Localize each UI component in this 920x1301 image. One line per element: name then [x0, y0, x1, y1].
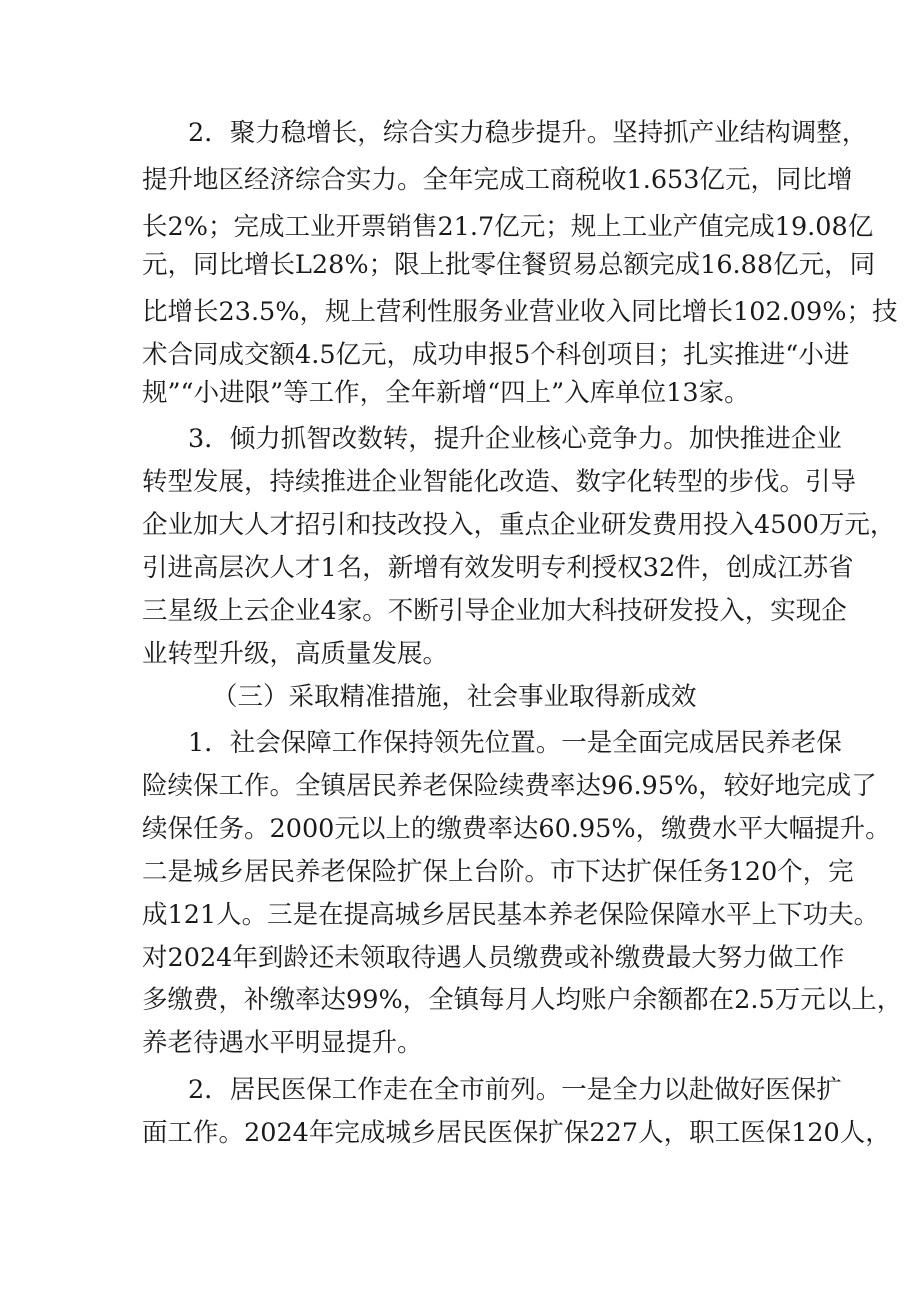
paragraph-line: 规”“小进限”等工作，全年新增“四上”入库单位13家。 — [142, 378, 750, 408]
paragraph-line: 比增长23.5%，规上营利性服务业营业收入同比增长102.09%；技 — [142, 297, 898, 327]
paragraph-line: 三星级上云企业4家。不断引导企业加大科技研发投入，实现企 — [142, 596, 847, 626]
paragraph-line: 转型发展，持续推进企业智能化改造、数字化转型的步伐。引导 — [142, 467, 857, 497]
paragraph-line: 业转型升级，高质量发展。 — [142, 639, 449, 669]
paragraph-line: 术合同成交额4.5亿元，成功申报5个科创项目；扎实推进“小进 — [142, 340, 850, 370]
paragraph-line: 多缴费，补缴率达99%，全镇每月人均账户余额都在2.5万元以上， — [142, 985, 903, 1015]
paragraph-line: 1．社会保障工作保持领先位置。一是全面完成居民养老保 — [188, 728, 842, 758]
paragraph-line: 元，同比增长L28%；限上批零住餐贸易总额完成16.88亿元，同 — [142, 250, 876, 280]
paragraph-line: 企业加大人才招引和技改投入，重点企业研发费用投入4500万元， — [142, 510, 896, 540]
paragraph-line: 养老待遇水平明显提升。 — [142, 1028, 423, 1058]
paragraph-line: 面工作。2024年完成城乡居民医保扩保227人，职工医保120人， — [142, 1118, 891, 1148]
paragraph-line: 险续保工作。全镇居民养老保险续费率达96.95%，较好地完成了 — [142, 771, 877, 801]
paragraph-line: 长2%；完成工业开票销售21.7亿元；规上工业产值完成19.08亿 — [142, 212, 874, 242]
paragraph-line: 续保任务。2000元以上的缴费率达60.95%，缴费水平大幅提升。 — [142, 814, 891, 844]
paragraph-line: 对2024年到龄还未领取待遇人员缴费或补缴费最大努力做工作 — [142, 943, 845, 973]
paragraph-line: 引进高层次人才1名，新增有效发明专利授权32件，创成江苏省 — [142, 553, 854, 583]
section-heading: （三）采取精准措施，社会事业取得新成效 — [212, 682, 697, 712]
paragraph-line: 2．居民医保工作走在全市前列。一是全力以赴做好医保扩 — [188, 1075, 842, 1105]
paragraph-line: 成121人。三是在提高城乡居民基本养老保险保障水平上下功夫。 — [142, 900, 880, 930]
paragraph-line: 3．倾力抓智改数转，提升企业核心竞争力。加快推进企业 — [188, 424, 842, 454]
paragraph-line: 提升地区经济综合实力。全年完成工商税收1.653亿元，同比增 — [142, 165, 853, 195]
paragraph-line: 二是城乡居民养老保险扩保上台阶。市下达扩保任务120个，完 — [142, 857, 854, 887]
paragraph-line: 2．聚力稳增长，综合实力稳步提升。坚持抓产业结构调整， — [188, 118, 868, 148]
